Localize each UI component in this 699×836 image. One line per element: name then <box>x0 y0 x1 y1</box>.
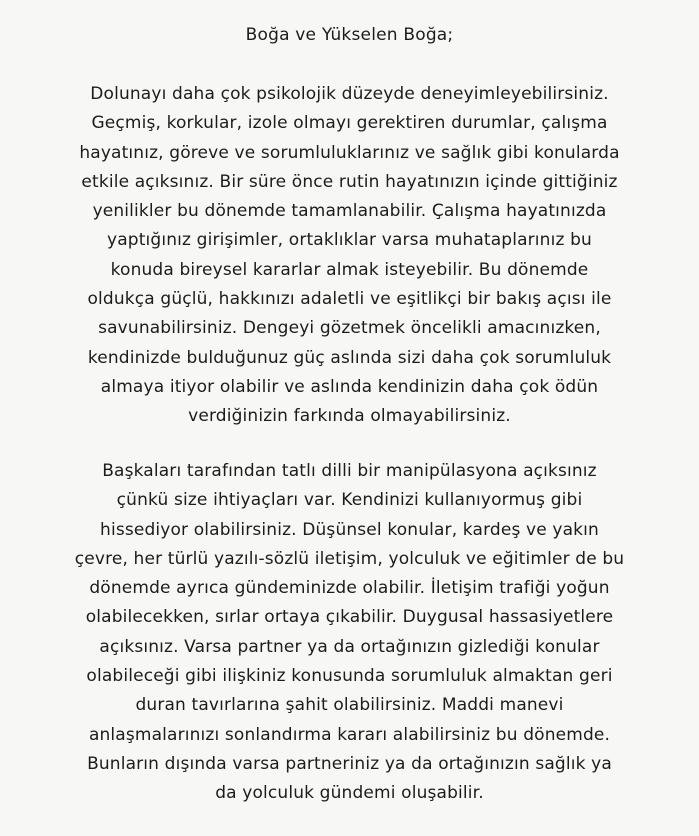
paragraph-line: Geçmiş, korkular, izole olmayı gerektiren durumlar, çalışma <box>91 113 608 134</box>
paragraph-line: almaya itiyor olabilir ve aslında kendinizin daha çok ödün <box>100 376 599 397</box>
paragraph-line: anlaşmalarınızı sonlandırma kararı alabilirsiniz bu dönemde. <box>88 724 611 745</box>
paragraph-line: duran tavırlarına şahit olabilirsiniz. Maddi manevi <box>135 695 564 716</box>
document-title: Boğa ve Yükselen Boğa; <box>245 25 454 45</box>
paragraph-1 <box>0 80 699 432</box>
paragraph-line: çevre, her türlü yazılı-sözlü iletişim, yolculuk ve eğitimler de bu <box>74 548 625 569</box>
paragraph-line: Başkaları tarafından tatlı dilli bir manipülasyona açıksınız <box>102 461 597 481</box>
paragraph-line: olabilecekken, sırlar ortaya çıkabilir. Duygusal hassasiyetlere <box>85 607 614 628</box>
paragraph-line: verdiğinizin farkında olmayabilirsiniz. <box>188 406 511 427</box>
paragraph-line: konuda bireysel kararlar almak isteyebilir. Bu dönemde <box>110 259 589 280</box>
paragraph-line: savunabilirsiniz. Dengeyi gözetmek öncelikli amacınızken, <box>98 318 601 339</box>
paragraph-line: çünkü size ihtiyaçları var. Kendinizi kullanıyormuş gibi <box>116 490 583 511</box>
paragraph-line: kendinizde bulduğunuz güç aslında sizi daha çok sorumluluk <box>87 347 612 368</box>
paragraph-line: açıksınız. Varsa partner ya da ortağınızın gizlediği konular <box>99 636 600 657</box>
paragraph-line: oldukça güçlü, hakkınızı adaletli ve eşitlikçi bir bakış açısı ile <box>87 289 612 310</box>
paragraph-2 <box>0 457 699 809</box>
paragraph-line: hayatınız, göreve ve sorumluluklarınız ve sağlık gibi konularda <box>79 142 620 163</box>
paragraph-line: yaptığınız girişimler, ortaklıklar varsa muhataplarınız bu <box>107 230 592 251</box>
paragraph-line: dönemde ayrıca gündeminizde olabilir. İletişim trafiği yoğun <box>89 578 610 599</box>
paragraph-line: hissediyor olabilirsiniz. Düşünsel konular, kardeş ve yakın <box>100 519 599 540</box>
paragraph-line: etkile açıksınız. Bir süre önce rutin hayatınızın içinde gittiğiniz <box>81 171 618 192</box>
paragraph-line: da yolculuk gündemi oluşabilir. <box>215 783 484 804</box>
paragraph-line: olabileceği gibi ilişkiniz konusunda sorumluluk almaktan geri <box>86 666 613 687</box>
paragraph-line: yenilikler bu dönemde tamamlanabilir. Çalışma hayatınızda <box>92 201 607 222</box>
paragraph-line: Bunların dışında varsa partneriniz ya da ortağınızın sağlık ya <box>87 753 612 774</box>
paragraph-line: Dolunayı daha çok psikolojik düzeyde deneyimleyebilirsiniz. <box>90 84 609 104</box>
